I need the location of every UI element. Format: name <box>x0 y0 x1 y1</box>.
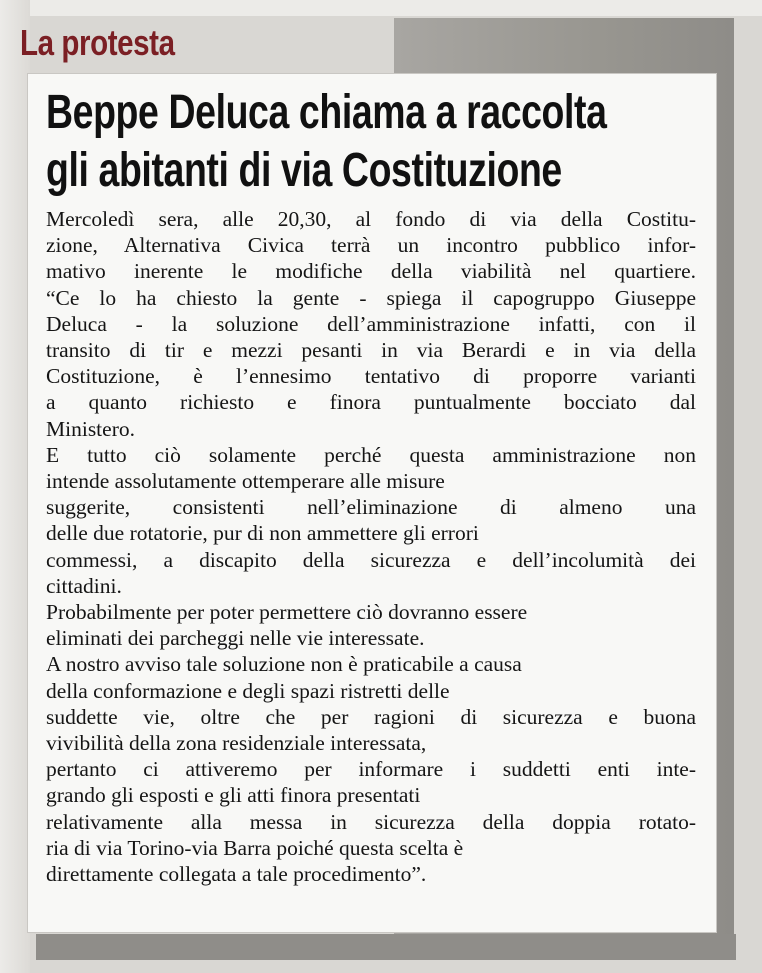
body-line: Probabilmente per poter permettere ciò dovranno essere <box>46 600 528 625</box>
body-line: vivibilità della zona residenziale interessata, <box>46 731 427 756</box>
body-line: mativo inerente le modifiche della viabilità nel quartiere. <box>46 259 696 284</box>
page-background-top <box>0 0 762 16</box>
body-line: commessi, a discapito della sicurezza e dell’incolumità dei <box>46 547 696 572</box>
article-headline <box>46 84 607 200</box>
body-line: E tutto ciò solamente perché questa amministrazione non <box>46 442 696 467</box>
headline-line: Beppe Deluca chiama a raccolta <box>46 86 607 139</box>
body-line: Deluca - la soluzione dell’amministrazione infatti, con il <box>46 311 696 336</box>
headline-line: gli abitanti di via Costituzione <box>46 144 562 197</box>
body-line: Costituzione, è l’ennesimo tentativo di proporre varianti <box>46 364 696 389</box>
card-shadow-bottom <box>36 934 736 960</box>
body-line: “Ce lo ha chiesto la gente - spiega il capogruppo Giuseppe <box>46 285 696 310</box>
body-line: eliminati dei parcheggi nelle vie interessate. <box>46 626 425 651</box>
body-line: zione, Alternativa Civica terrà un incontro pubblico infor- <box>46 233 696 258</box>
body-line: Mercoledì sera, alle 20,30, al fondo di via della Costitu- <box>46 207 696 231</box>
body-line: cittadini. <box>46 573 122 598</box>
body-line: suggerite, consistenti nell’eliminazione di almeno una <box>46 495 696 520</box>
page-background-left <box>0 0 30 973</box>
body-line: grando gli esposti e gli atti finora presentati <box>46 783 421 808</box>
body-line: intende assolutamente ottemperare alle misure <box>46 469 445 494</box>
body-line: relativamente alla messa in sicurezza della doppia rotato- <box>46 809 696 834</box>
body-line: pertanto ci attiveremo per informare i suddetti enti inte- <box>46 757 696 782</box>
body-line: delle due rotatorie, pur di non ammettere gli errori <box>46 521 479 546</box>
section-kicker: La protesta <box>20 22 175 63</box>
body-line: direttamente collegata a tale procedimento”. <box>46 862 427 887</box>
body-line: della conformazione e degli spazi ristretti delle <box>46 678 450 703</box>
body-line: transito di tir e mezzi pesanti in via Berardi e in via della <box>46 338 696 363</box>
body-line: ria di via Torino-via Barra poiché questa scelta è <box>46 835 464 860</box>
body-line: suddette vie, oltre che per ragioni di sicurezza e buona <box>46 704 696 729</box>
body-line: a quanto richiesto e finora puntualmente bocciato dal <box>46 390 696 415</box>
article-body <box>46 206 696 887</box>
body-line: A nostro avviso tale soluzione non è praticabile a causa <box>46 652 522 677</box>
body-line: Ministero. <box>46 416 135 441</box>
